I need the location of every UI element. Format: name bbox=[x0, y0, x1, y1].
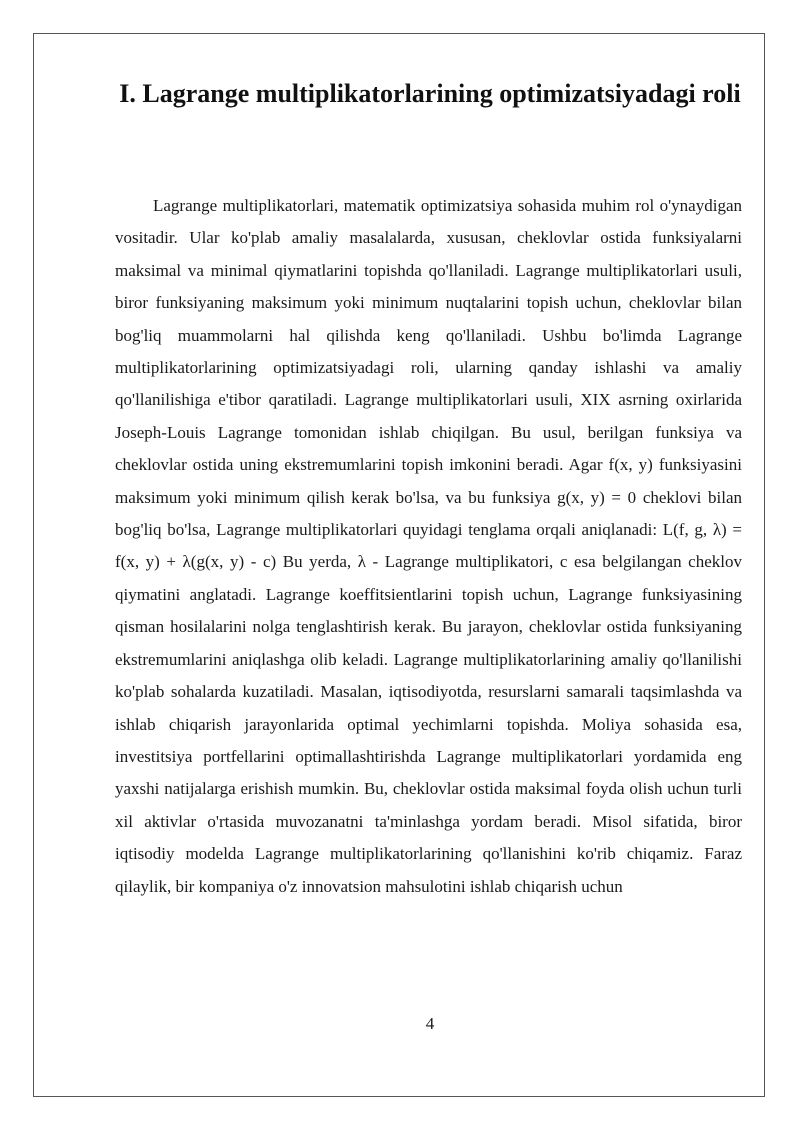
body-paragraph: Lagrange multiplikatorlari, matematik optimizatsiya sohasida muhim rol o'ynaydigan vositadir. Ular ko'plab amaliy masalalarda, xususan, cheklovlar ostida funksiyalarni maksimal va minimal qiymatlarini topishda qo'llaniladi. Lagrange multiplikatorlari usuli, biror funksiyaning maksimum yoki minimum nuqtalarini topish uchun, cheklovlar bilan bog'liq muammolarni hal qilishda keng qo'llaniladi. Ushbu bo'limda Lagrange multiplikatorlarining optimizatsiyadagi roli, ularning qanday ishlashi va amaliy qo'llanilishiga e'tibor qaratiladi. Lagrange multiplikatorlari usuli, XIX asrning oxirlarida Joseph-Louis Lagrange tomonidan ishlab chiqilgan. Bu usul, berilgan funksiya va cheklovlar ostida uning ekstremumlarini topish imkonini beradi. Agar f(x, y) funksiyasini maksimum yoki minimum qilish kerak bo'lsa, va bu funksiya g(x, y) = 0 cheklovi bilan bog'liq bo'lsa, Lagrange multiplikatorlari quyidagi tenglama orqali aniqlanadi: L(f, g, λ) = f(x, y) + λ(g(x, y) - c) Bu yerda, λ - Lagrange multiplikatori, c esa belgilangan cheklov qiymatini anglatadi. Lagrange koeffitsientlarini topish uchun, Lagrange funksiyasining qisman hosilalarini nolga tenglashtirish kerak. Bu jarayon, cheklovlar ostida funksiyaning ekstremumlarini aniqlashga olib keladi. Lagrange multiplikatorlarining amaliy qo'llanilishi ko'plab sohalarda kuzatiladi. Masalan, iqtisodiyotda, resurslarni samarali taqsimlashda va ishlab chiqarish jarayonlarida optimal yechimlarni topishda. Moliya sohasida esa, investitsiya portfellarini optimallashtirishda Lagrange multiplikatorlari yordamida eng yaxshi natijalarga erishish mumkin. Bu, cheklovlar ostida maksimal foyda olish uchun turli xil aktivlar o'rtasida muvozanatni ta'minlashga yordam beradi. Misol sifatida, biror iqtisodiy modelda Lagrange multiplikatorlarining qo'llanishini ko'rib chiqamiz. Faraz qilaylik, bir kompaniya o'z innovatsion mahsulotini ishlab chiqarish uchun bbox=[115, 196, 742, 896]
page-number: 4 bbox=[425, 1014, 435, 1033]
section-title: I. Lagrange multiplikatorlarining optimizatsiyadagi roli bbox=[119, 79, 741, 108]
